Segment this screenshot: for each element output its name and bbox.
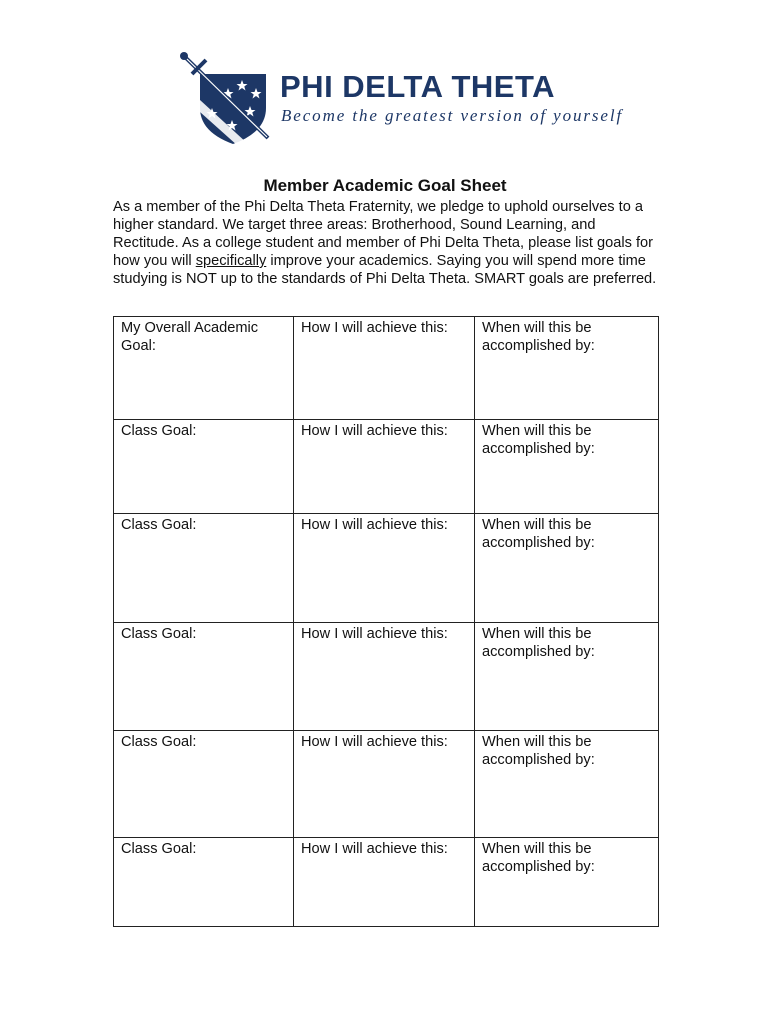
intro-emphasis: specifically [195, 253, 267, 269]
when-cell[interactable]: When will this be accomplished by: [475, 623, 659, 731]
table-row [114, 317, 659, 420]
goal-cell[interactable]: Class Goal: [114, 514, 294, 623]
logo [178, 52, 624, 152]
how-cell[interactable]: How I will achieve this: [294, 420, 475, 514]
goal-cell[interactable]: Class Goal: [114, 838, 294, 927]
organization-tagline: Become the greatest version of yourself [281, 106, 624, 125]
how-cell[interactable]: How I will achieve this: [294, 731, 475, 838]
goal-cell[interactable]: My Overall Academic Goal: [114, 317, 294, 420]
document-title: Member Academic Goal Sheet [263, 176, 507, 195]
when-cell[interactable]: When will this be accomplished by: [475, 514, 659, 623]
table-row [114, 623, 659, 731]
when-cell[interactable]: When will this be accomplished by: [475, 731, 659, 838]
how-cell[interactable]: How I will achieve this: [294, 623, 475, 731]
table-row [114, 838, 659, 927]
goals-table [113, 316, 659, 927]
when-cell[interactable]: When will this be accomplished by: [475, 838, 659, 927]
intro-paragraph [113, 198, 658, 288]
how-cell[interactable]: How I will achieve this: [294, 838, 475, 927]
table-row [114, 514, 659, 623]
how-cell[interactable]: How I will achieve this: [294, 514, 475, 623]
goal-cell[interactable]: Class Goal: [114, 420, 294, 514]
how-cell[interactable]: How I will achieve this: [294, 317, 475, 420]
goal-cell[interactable]: Class Goal: [114, 731, 294, 838]
table-row [114, 420, 659, 514]
goal-cell[interactable]: Class Goal: [114, 623, 294, 731]
when-cell[interactable]: When will this be accomplished by: [475, 420, 659, 514]
when-cell[interactable]: When will this be accomplished by: [475, 317, 659, 420]
intro-text-part2: improve your academics. Saying you will spend more time studying is NOT up to the standards of Phi Delta Theta. SMART goals are preferred. [113, 253, 657, 287]
intro-text-part1: As a member of the Phi Delta Theta Fraternity, we pledge to uphold ourselves to a higher standard. We target three areas: Brotherhood, Sound Learning, and Rectitude. As a college student and member of Phi Delta Theta, please list goals for how you will [113, 199, 654, 269]
table-row [114, 731, 659, 838]
organization-name: PHI DELTA THETA [280, 69, 555, 104]
shield-sword-crest-icon [178, 52, 278, 152]
